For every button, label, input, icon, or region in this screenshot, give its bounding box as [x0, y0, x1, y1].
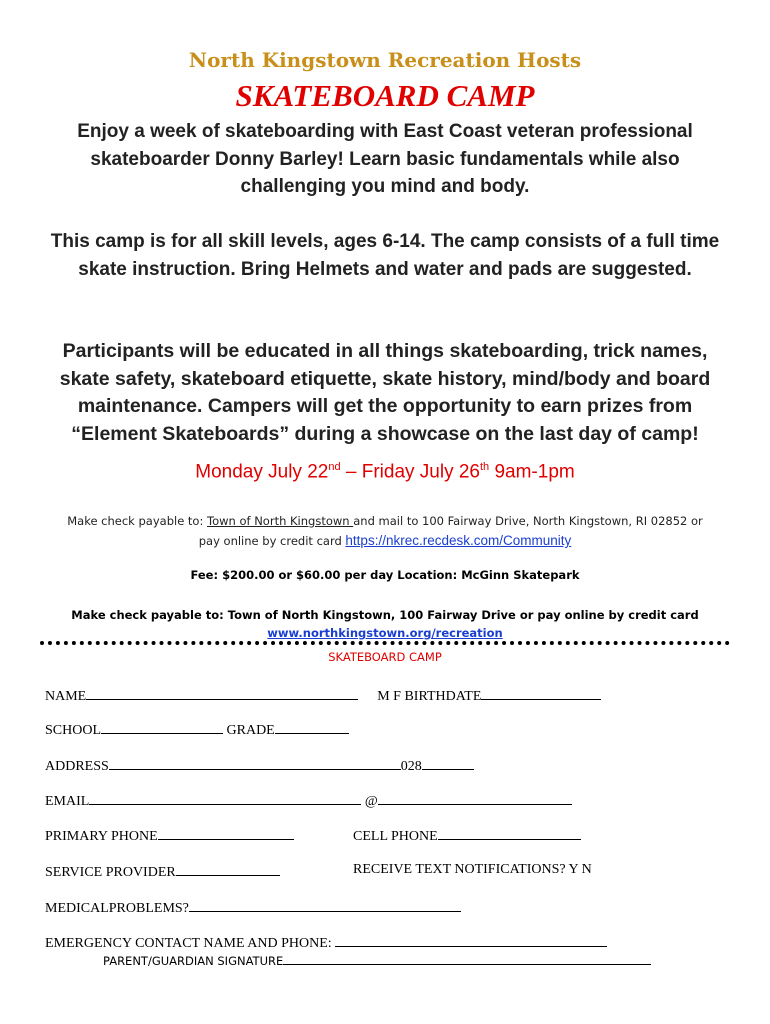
email-user-field[interactable]	[89, 791, 361, 805]
name-field[interactable]	[86, 686, 358, 700]
primary-phone-label: PRIMARY PHONE	[45, 829, 158, 844]
email-domain-field[interactable]	[378, 791, 572, 805]
medical-label: MEDICALPROBLEMS?	[45, 901, 189, 916]
end-date-suffix: th	[480, 461, 490, 473]
grade-field[interactable]	[275, 720, 349, 734]
zip-field[interactable]	[422, 756, 474, 770]
mf-birthdate-label: M F BIRTHDATE	[377, 689, 482, 704]
payment-text-2: Make check payable to: Town of North Kingstown, 100 Fairway Drive or pay online by credit card	[71, 608, 699, 622]
service-provider-field[interactable]	[176, 862, 280, 876]
payee: Town of North Kingstown	[207, 514, 354, 528]
end-date: – Friday July 26	[340, 461, 480, 483]
camp-time: 9am-1pm	[489, 461, 575, 483]
service-provider-label: SERVICE PROVIDER	[45, 865, 176, 880]
email-row	[45, 791, 572, 810]
cell-phone-field[interactable]	[438, 826, 581, 840]
form-title: SKATEBOARD CAMP	[328, 650, 442, 664]
hosts-heading: North Kingstown Recreation Hosts	[188, 48, 582, 72]
recdesk-link[interactable]: https://nkrec.recdesk.com/Community	[345, 533, 572, 548]
birthdate-field[interactable]	[481, 686, 601, 700]
school-label: SCHOOL	[45, 723, 102, 738]
signature-field[interactable]	[283, 951, 651, 965]
cell-phone-row	[353, 826, 581, 845]
payment-instructions-2	[0, 606, 770, 642]
cut-line	[40, 641, 730, 645]
name-row	[45, 686, 601, 705]
text-notifications-label[interactable]: RECEIVE TEXT NOTIFICATIONS? Y N	[353, 862, 592, 877]
name-label: NAME	[45, 689, 87, 704]
primary-phone-row	[45, 826, 294, 845]
address-label: ADDRESS	[45, 759, 109, 774]
emergency-field[interactable]	[335, 933, 607, 947]
curriculum-paragraph: Participants will be educated in all things skateboarding, trick names, skate safety, skateboard etiquette, skate history, mind/body and board maintenance. Campers will get the opportunity to earn prizes from “Element Skateboards” during a showcase on the last day of camp!	[59, 340, 711, 445]
cell-phone-label: CELL PHONE	[353, 829, 438, 844]
address-row	[45, 756, 474, 775]
skill-levels-paragraph: This camp is for all skill levels, ages 6-14. The camp consists of a full time skate instruction. Bring Helmets and water and pads are suggested.	[50, 231, 720, 280]
email-label: EMAIL	[45, 794, 90, 809]
start-date: Monday July 22	[195, 461, 329, 483]
signature-row	[103, 951, 651, 968]
medical-field[interactable]	[189, 898, 461, 912]
mail-address: and mail to 100 Fairway Drive, North Kingstown, RI 02852 or pay online by credit card	[198, 514, 703, 548]
payment-instructions	[60, 511, 710, 551]
zip-prefix: 028	[400, 759, 422, 774]
school-field[interactable]	[101, 720, 223, 734]
text-notifications-row	[353, 862, 592, 878]
primary-phone-field[interactable]	[158, 826, 294, 840]
emergency-label: EMERGENCY CONTACT NAME AND PHONE:	[45, 936, 336, 951]
emergency-row	[45, 933, 607, 952]
camp-title: SKATEBOARD CAMP	[235, 78, 535, 113]
payment-prefix: Make check payable to:	[67, 514, 207, 528]
at-sign: @	[361, 794, 378, 809]
camp-dates	[0, 461, 770, 483]
signature-label: PARENT/GUARDIAN SIGNATURE	[103, 954, 284, 968]
start-date-suffix: nd	[328, 461, 341, 473]
medical-row	[45, 898, 461, 917]
address-field[interactable]	[109, 756, 401, 770]
service-provider-row	[45, 862, 280, 881]
intro-paragraph: Enjoy a week of skateboarding with East Coast veteran professional skateboarder Donny Barley! Learn basic fundamentals while also challenging you mind and body.	[77, 121, 693, 197]
recreation-link[interactable]: www.northkingstown.org/recreation	[267, 626, 503, 640]
school-row	[45, 720, 349, 739]
grade-label: GRADE	[223, 723, 275, 738]
fee-location: Fee: $200.00 or $60.00 per day Location: McGinn Skatepark	[190, 568, 580, 582]
